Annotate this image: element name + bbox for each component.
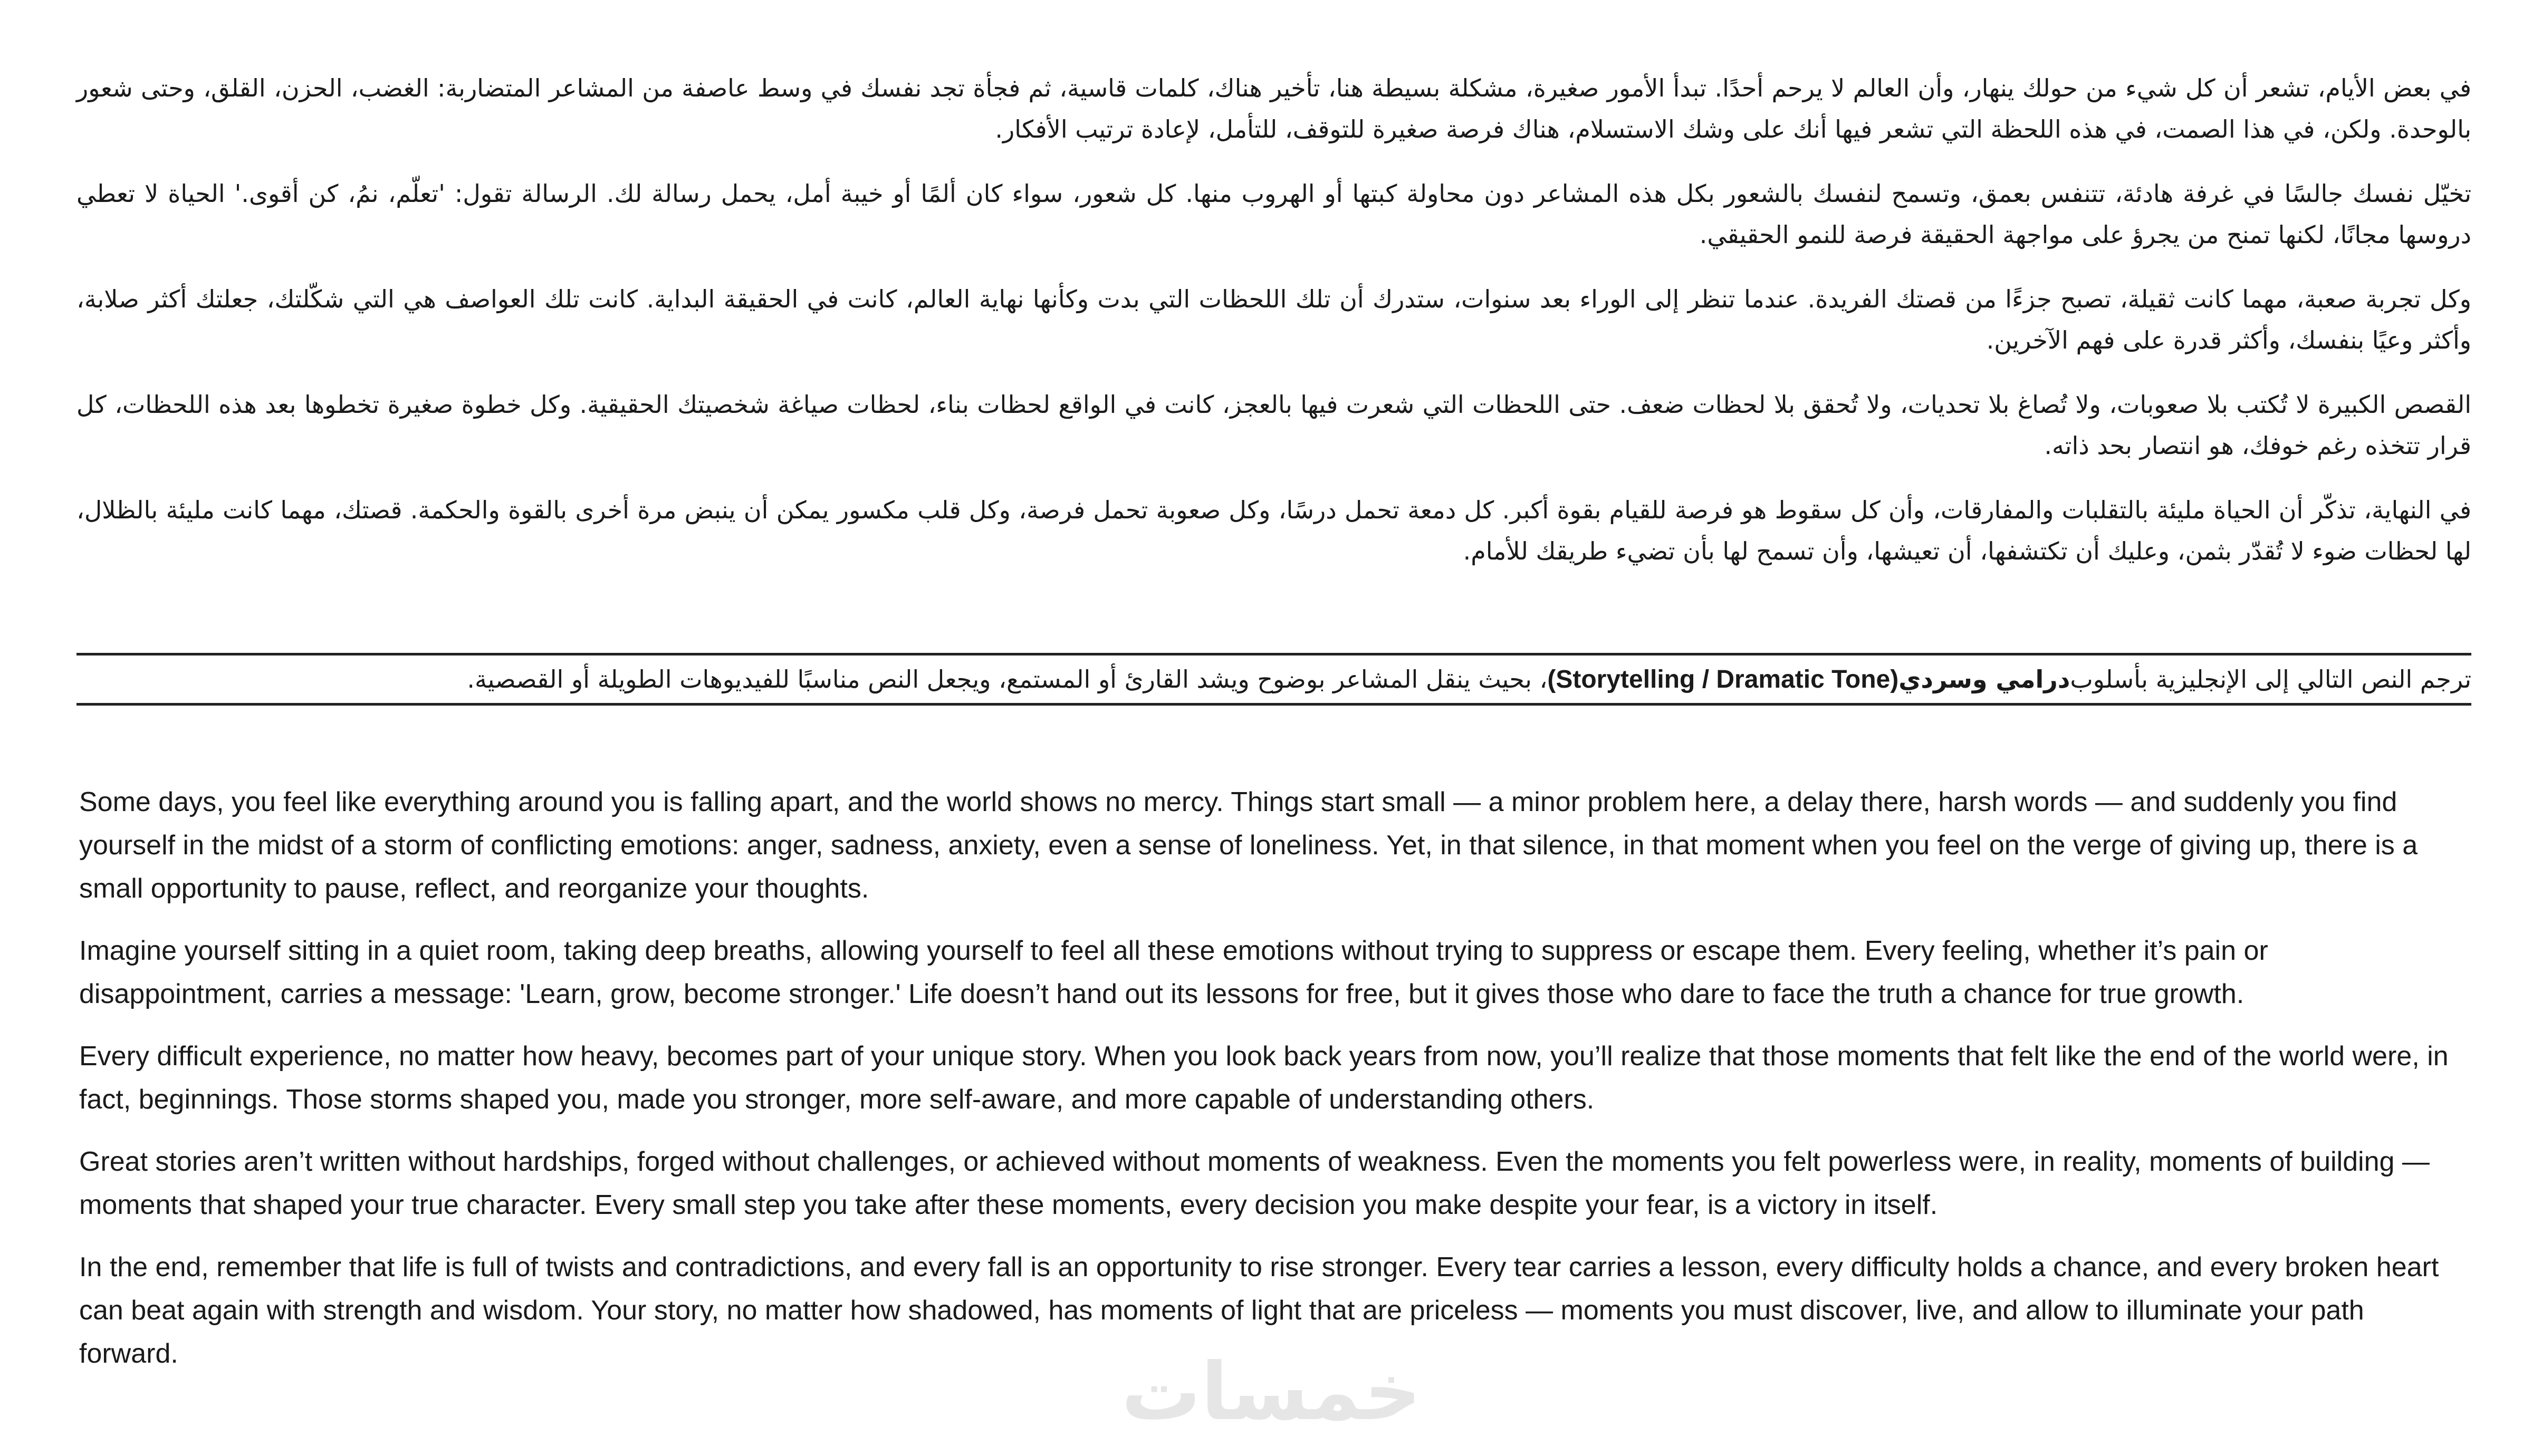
khamsat-watermark-logo: خمسات	[1121, 1346, 1422, 1438]
prompt-style-english: (Storytelling / Dramatic Tone)	[1547, 665, 1899, 693]
translation-prompt	[76, 653, 2471, 706]
arabic-paragraph-3: وكل تجربة صعبة، مهما كانت ثقيلة، تصبح جزءًا من قصتك الفريدة. عندما تنظر إلى الوراء بعد سنوات، ستدرك أن تلك اللحظات التي بدت وكأنها نهاية العالم، كانت في الحقيقة البداية. كانت تلك العواصف هي التي شكّلتك، جعلتك أكثر صلابة، وأكثر وعيًا بنفسك، وأكثر قدرة على فهم الآخرين.	[76, 285, 2471, 354]
prompt-text-end: ، بحيث ينقل المشاعر بوضوح ويشد القارئ أو المستمع، ويجعل النص مناسبًا للفيديوهات الطويلة أو القصصية.	[467, 665, 1548, 693]
english-paragraph-4: Great stories aren’t written without hardships, forged without challenges, or achieved without moments of weakness. Even the moments you felt powerless were, in reality, moments of building — moments that shaped your true character. Every small step you take after these moments, every decision you make despite your fear, is a victory in itself.	[79, 1146, 2430, 1220]
arabic-paragraph-2: تخيّل نفسك جالسًا في غرفة هادئة، تتنفس بعمق، وتسمح لنفسك بالشعور بكل هذه المشاعر دون محاولة كبتها أو الهروب منها. كل شعور، سواء كان ألمًا أو خيبة أمل، يحمل رسالة لك. الرسالة تقول: 'تعلّم، نمُ، كن أقوى.' الحياة لا تعطي دروسها مجانًا، لكنها تمنح من يجرؤ على مواجهة الحقيقة فرصة للنمو الحقيقي.	[76, 179, 2471, 249]
english-paragraph-1: Some days, you feel like everything around you is falling apart, and the world shows no mercy. Things start small — a minor problem here, a delay there, harsh words — and suddenly you find yourself in the midst of a storm of conflicting emotions: anger, sadness, anxiety, even a sense of loneliness. Yet, in that silence, in that moment when you feel on the verge of giving up, there is a small opportunity to pause, reflect, and reorganize your thoughts.	[79, 787, 2418, 904]
prompt-text-start: ترجم النص التالي إلى الإنجليزية بأسلوب	[2070, 665, 2471, 693]
arabic-source-text	[76, 68, 2471, 595]
arabic-paragraph-4: القصص الكبيرة لا تُكتب بلا صعوبات، ولا تُصاغ بلا تحديات، ولا تُحقق بلا لحظات ضعف. حتى اللحظات التي شعرت فيها بالعجز، كانت في الواقع لحظات بناء، لحظات صياغة شخصيتك الحقيقية. وكل خطوة صغيرة تخطوها بعد هذه اللحظات، كل قرار تتخذه رغم خوفك، هو انتصار بحد ذاته.	[76, 390, 2471, 460]
prompt-style-arabic: درامي وسردي	[1898, 665, 2070, 693]
english-paragraph-5: In the end, remember that life is full of twists and contradictions, and every fall is an opportunity to rise stronger. Every tear carries a lesson, every difficulty holds a chance, and every broken heart can beat again with strength and wisdom. Your story, no matter how shadowed, has moments of light that are priceless — moments you must discover, live, and allow to illuminate your path forward.	[79, 1252, 2439, 1369]
arabic-paragraph-5: في النهاية، تذكّر أن الحياة مليئة بالتقلبات والمفارقات، وأن كل سقوط هو فرصة للقيام بقوة أكبر. كل دمعة تحمل درسًا، وكل صعوبة تحمل فرصة، وكل قلب مكسور يمكن أن ينبض مرة أخرى بالقوة والحكمة. قصتك، مهما كانت مليئة بالظلال، لها لحظات ضوء لا تُقدّر بثمن، وعليك أن تكتشفها، أن تعيشها، وأن تسمح لها بأن تضيء طريقك للأمام.	[76, 496, 2471, 565]
english-paragraph-3: Every difficult experience, no matter how heavy, becomes part of your unique story. When you look back years from now, you’ll realize that those moments that felt like the end of the world were, in fact, beginnings. Those storms shaped you, made you stronger, more self-aware, and more capable of understanding others.	[79, 1041, 2449, 1115]
english-translation-text	[79, 780, 2469, 1394]
arabic-paragraph-1: في بعض الأيام، تشعر أن كل شيء من حولك ينهار، وأن العالم لا يرحم أحدًا. تبدأ الأمور صغيرة، مشكلة بسيطة هنا، تأخير هناك، كلمات قاسية، ثم فجأة تجد نفسك في وسط عاصفة من المشاعر المتضاربة: الغضب، الحزن، القلق، وحتى شعور بالوحدة. ولكن، في هذا الصمت، في هذه اللحظة التي تشعر فيها أنك على وشك الاستسلام، هناك فرصة صغيرة للتوقف، للتأمل، لإعادة ترتيب الأفكار.	[76, 74, 2471, 143]
english-paragraph-2: Imagine yourself sitting in a quiet room, taking deep breaths, allowing yourself to feel all these emotions without trying to suppress or escape them. Every feeling, whether it’s pain or disappointment, carries a message: 'Learn, grow, become stronger.' Life doesn’t hand out its lessons for free, but it gives those who dare to face the truth a chance for true growth.	[79, 936, 2268, 1009]
